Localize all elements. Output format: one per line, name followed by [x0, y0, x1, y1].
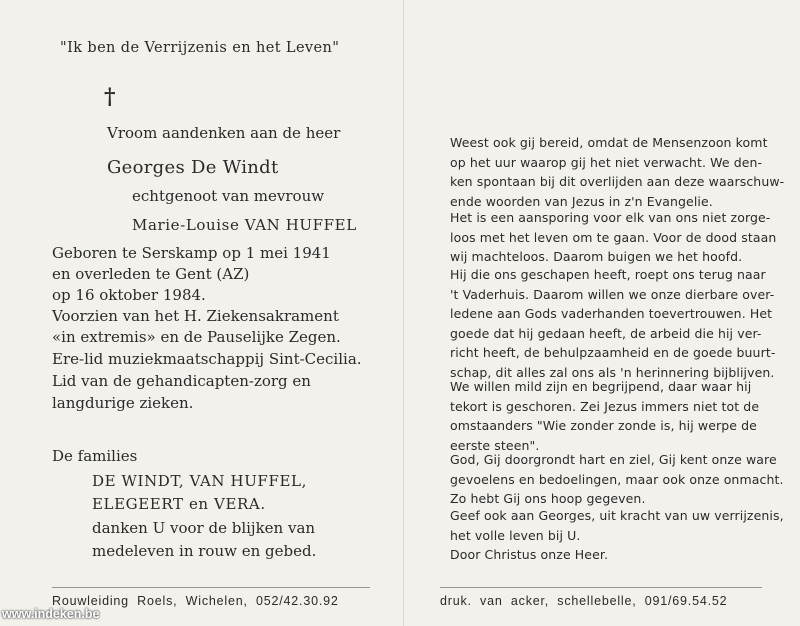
text-line: Hij die ons geschapen heeft, roept ons terug naar	[450, 267, 766, 282]
text-line: Het is een aansporing voor elk van ons niet zorge-	[450, 210, 771, 225]
text-line: gevoelens en bedoelingen, maar ook onze onmacht.	[450, 471, 784, 487]
bio-line: Geboren te Serskamp op 1 mei 1941	[52, 244, 331, 262]
card-fold	[403, 0, 404, 626]
text-line: Weest ook gij bereid, omdat de Mensenzoon komt	[450, 135, 768, 150]
bio-line: langdurige zieken.	[52, 394, 194, 412]
footer-divider	[440, 587, 762, 588]
text-line: omstaanders "Wie zonder zonde is, hij werpe de	[450, 418, 757, 433]
thanks-line: danken U voor de blijken van	[92, 519, 316, 537]
families-names: ELEGEERT en VERA.	[92, 495, 266, 513]
text-line: eerste steen".	[450, 437, 540, 453]
thanks-line: medeleven in rouw en gebed.	[92, 542, 317, 560]
cross-icon: †	[104, 84, 116, 110]
text-line: schap, dit alles zal ons als 'n herinnering bijblijven.	[450, 364, 775, 380]
paragraph	[450, 265, 780, 382]
families-names: DE WINDT, VAN HUFFEL,	[92, 472, 307, 490]
text-line: het volle leven bij U.	[450, 527, 581, 543]
memorial-intro: Vroom aandenken aan de heer	[107, 124, 341, 142]
text-line: goede dat hij gedaan heeft, de arbeid die hij ver-	[450, 325, 762, 341]
watermark: www.indeken.be	[2, 607, 100, 621]
text-line: ende woorden van Jezus in z'n Evangelie.	[450, 193, 713, 209]
paragraph	[450, 208, 780, 267]
text-line: Geef ook aan Georges, uit kracht van uw verrijzenis,	[450, 508, 784, 523]
text-line: wij machteloos. Daarom buigen we het hoofd.	[450, 249, 743, 264]
paragraph	[450, 133, 785, 211]
deceased-name: Georges De Windt	[107, 157, 279, 178]
scripture-quote: "Ik ben de Verrijzenis en het Leven"	[60, 40, 340, 56]
text-line: tekort is geschoren. Zei Jezus immers niet tot de	[450, 398, 760, 414]
text-line: Zo hebt Gij ons hoop gegeven.	[450, 491, 646, 506]
text-line: op het uur waarop gij het niet verwacht. We den-	[450, 154, 763, 170]
text-line: loos met het leven om te gaan. Voor de dood staan	[450, 229, 777, 245]
bio-line: en overleden te Gent (AZ)	[52, 265, 250, 283]
paragraph	[450, 450, 784, 509]
bio-line: op 16 oktober 1984.	[52, 286, 206, 304]
spouse-intro: echtgenoot van mevrouw	[132, 187, 325, 205]
spouse-name: Marie-Louise VAN HUFFEL	[132, 216, 357, 234]
text-line: God, Gij doorgrondt hart en ziel, Gij kent onze ware	[450, 452, 777, 467]
funeral-director: Rouwleiding Roels, Wichelen, 052/42.30.92	[52, 594, 339, 608]
bio-line: «in extremis» en de Pauselijke Zegen.	[52, 328, 341, 346]
footer-divider	[52, 587, 370, 588]
bio-line: Lid van de gehandicapten-zorg en	[52, 372, 311, 390]
text-line: Door Christus onze Heer.	[450, 547, 609, 562]
text-line: We willen mild zijn en begrijpend, daar waar hij	[450, 379, 752, 394]
paragraph	[450, 377, 780, 455]
printer-credit: druk. van acker, schellebelle, 091/69.54.52	[440, 594, 728, 608]
bio-line: Ere-lid muziekmaatschappij Sint-Cecilia.	[52, 350, 362, 368]
text-line: 't Vaderhuis. Daarom willen we onze dierbare over-	[450, 286, 775, 302]
bio-line: Voorzien van het H. Ziekensakrament	[52, 307, 339, 325]
text-line: ledene aan Gods vaderhanden toevertrouwen. Het	[450, 306, 773, 321]
families-intro: De families	[52, 447, 138, 465]
text-line: ken spontaan bij dit overlijden aan deze waarschuw-	[450, 174, 785, 189]
paragraph	[450, 506, 784, 565]
text-line: richt heeft, de behulpzaamheid en de goede buurt-	[450, 345, 776, 360]
